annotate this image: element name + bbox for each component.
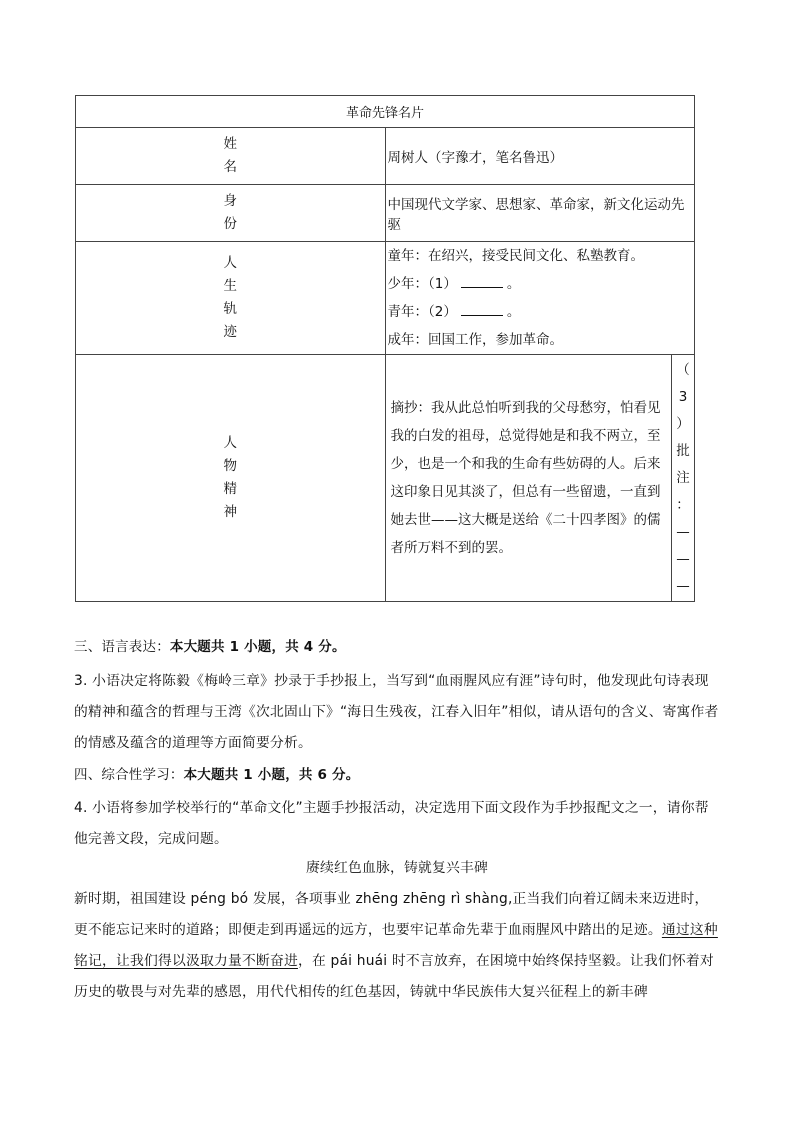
spirit-label: 人 物 精 神 [76,355,386,602]
section4-heading: 四、综合性学习：本大题共 1 小题，共 6 分。 [74,767,360,783]
card-title: 革命先锋名片 [76,96,695,128]
identity-label: 身 份 [76,185,386,242]
annotation-cell[interactable]: （ 3 ） 批 注 ： — — — [676,361,690,594]
name-label: 姓 名 [76,128,386,185]
excerpt-cell [388,355,672,601]
name-row [76,128,695,185]
name-value: 周树人（字豫才，笔名鲁迅） [385,128,695,185]
question-3: 3. 小语决定将陈毅《梅岭三章》抄录于手抄报上，当写到“血雨腥风应有涯”诗句时，他发现此句诗表现的精神和蕴含的哲理与王湾《次北固山下》“海日生残夜，江春入旧年”相似，请从语句的含义、寄寓作者的情感及蕴含的道理等方面简要分析。 [74,673,719,751]
passage-body: 新时期，祖国建设 péng bó 发展，各项事业 zhēng zhēng rì shàng,正当我们向着辽阔未来迈进时，更不能忘记来时的道路；即便走到再遥远的远方，也要牢记革命先辈于血雨腥风中踏出的足迹。通过这种铭记，让我们得以汲取力量不断奋进，在 pái huái 时不言放弃，在困境中始终保持坚毅。让我们怀着对历史的敬畏与对先辈的感恩，用代代相传的红色基因，铸就中华民族伟大复兴征程上的新丰碑 [74,891,718,1000]
life-line-childhood: 童年：在绍兴，接受民间文化、私塾教育。 [387,248,644,264]
life-row [76,242,695,355]
spirit-content [385,355,695,602]
question-4: 4. 小语将参加学校举行的“革命文化”主题手抄报活动，决定选用下面文段作为手抄报配文之一，请你帮他完善文段，完成问题。 [74,800,709,847]
pioneer-card-table [75,95,695,602]
excerpt-text: 摘抄：我从此总怕听到我的父母愁穷，怕看见我的白发的祖母，总觉得她是和我不两立，至少，也是一个和我的生命有些妨碍的人。后来这印象日见其淡了，但总有一些留遗，一直到她去世——这大概是送给《二十四孝图》的儒者所万料不到的罢。 [390,400,661,556]
identity-value: 中国现代文学家、思想家、革命家，新文化运动先驱 [385,185,695,242]
answer-blank-1[interactable] [461,273,503,288]
underlined-sentence: 通过这种铭记，让我们得以汲取力量不断奋进 [74,922,718,969]
life-label: 人 生 轨 迹 [76,242,386,355]
life-line-young-adult: 青年：（2） 。 [388,298,695,326]
section3-heading: 三、语言表达：本大题共 1 小题，共 4 分。 [74,639,346,655]
life-line-youth: 少年：（1） 。 [388,270,695,298]
life-content [385,242,695,355]
passage-title: 赓续红色血脉，铸就复兴丰碑 [306,860,488,876]
life-line-adult: 成年：回国工作，参加革命。 [387,332,563,348]
spirit-row [76,355,695,602]
answer-blank-2[interactable] [461,301,503,316]
identity-row [76,185,695,242]
